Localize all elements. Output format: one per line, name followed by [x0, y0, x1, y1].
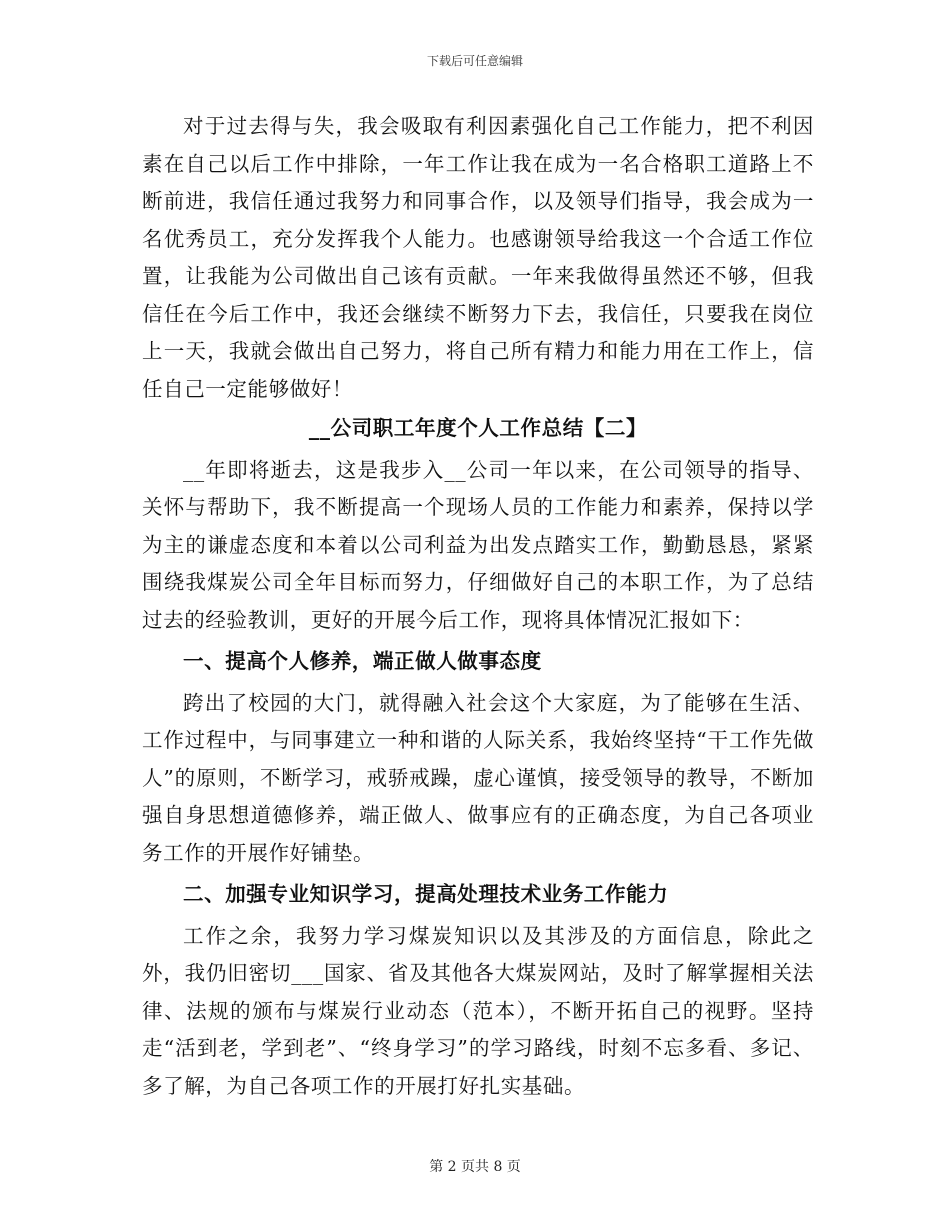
- heading-professional-study: 二、加强专业知识学习，提高处理技术业务工作能力: [183, 882, 669, 906]
- document-body: [142, 108, 814, 1105]
- paragraph-professional-study: 工作之余，我努力学习煤炭知识以及其涉及的方面信息，除此之外，我仍旧密切___国家、省及其他各大煤炭网站，及时了解掌握相关法律、法规的颁布与煤炭行业动态（范本），不断开拓自己的视野。坚持走“活到老，学到老”、“终身学习”的学习路线，时刻不忘多看、多记、多了解，为自己各项工作的开展打好扎实基础。: [142, 923, 814, 1098]
- paragraph-closing-summary: 对于过去得与失，我会吸取有利因素强化自己工作能力，把不利因素在自己以后工作中排除，一年工作让我在成为一名合格职工道路上不断前进，我信任通过我努力和同事合作，以及领导们指导，我会成为一名优秀员工，充分发挥我个人能力。也感谢领导给我这一个合适工作位置，让我能为公司做出自己该有贡献。一年来我做得虽然还不够，但我信任在今后工作中，我还会继续不断努力下去，我信任，只要我在岗位上一天，我就会做出自己努力，将自己所有精力和能力用在工作上，信任自己一定能够做好！: [142, 114, 814, 401]
- paragraph-personal-cultivation: 跨出了校园的大门，就得融入社会这个大家庭，为了能够在生活、工作过程中，与同事建立一种和谐的人际关系，我始终坚持“干工作先做人”的原则，不断学习，戒骄戒躁，虚心谨慎，接受领导的教导，不断加强自身思想道德修养，端正做人、做事应有的正确态度，为自己各项业务工作的开展作好铺垫。: [142, 690, 814, 865]
- paragraph-introduction: __年即将逝去，这是我步入__公司一年以来，在公司领导的指导、关怀与帮助下，我不断提高一个现场人员的工作能力和素养，保持以学为主的谦虚态度和本着以公司利益为出发点踏实工作，勤勤恳恳，紧紧围绕我煤炭公司全年目标而努力，仔细做好自己的本职工作，为了总结过去的经验教训，更好的开展今后工作，现将具体情况汇报如下：: [142, 457, 814, 632]
- page-footer: 第 2 页共 8 页: [429, 1159, 521, 1175]
- heading-personal-cultivation: 一、提高个人修养，端正做人做事态度: [183, 649, 542, 673]
- section-title: __公司职工年度个人工作总结【二】: [308, 416, 648, 440]
- page-header: 下载后可任意编辑: [426, 54, 523, 68]
